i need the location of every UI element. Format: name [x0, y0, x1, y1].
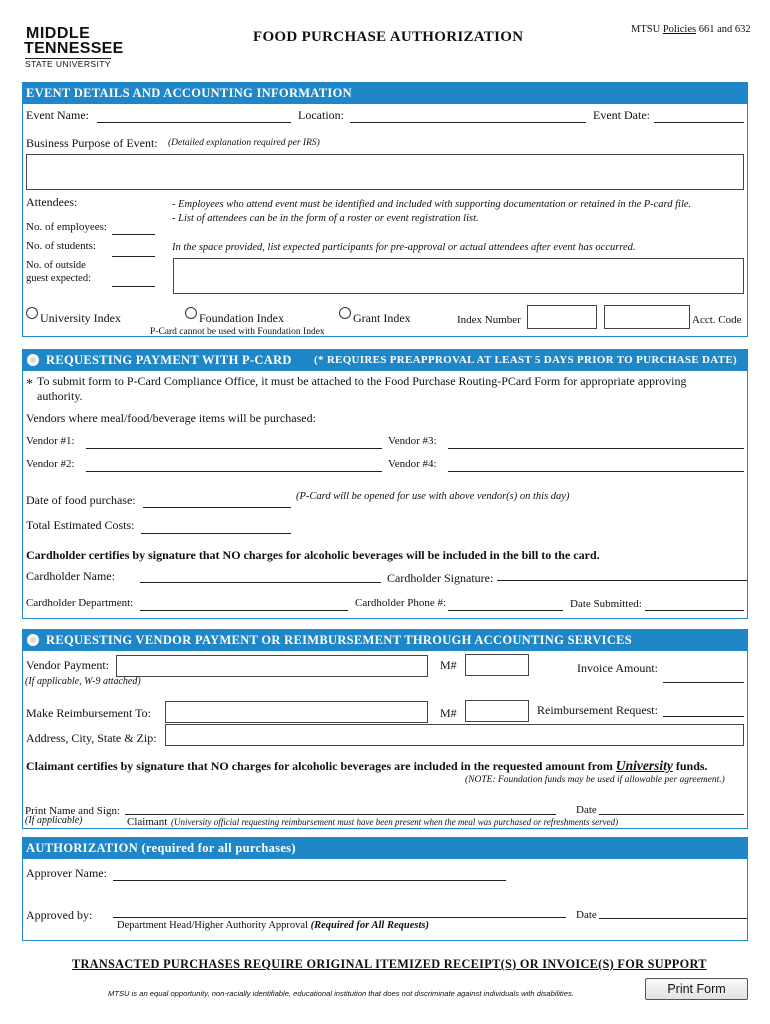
event-date-label: Event Date: — [593, 108, 650, 122]
claimant-label: Claimant — [127, 816, 168, 828]
foundation-note: (NOTE: Foundation funds may be used if allowable per agreement.) — [465, 775, 725, 785]
cardholder-signature-label: Cardholder Signature: — [387, 571, 494, 585]
if-applicable-note: (If applicable) — [25, 815, 83, 826]
pcard-asterisk: * — [26, 377, 33, 392]
print-name-label: Print Name and Sign: — [25, 805, 121, 817]
participants-list-field[interactable] — [173, 258, 744, 294]
location-label: Location: — [298, 108, 344, 122]
students-field[interactable] — [112, 256, 155, 257]
vendor-4-label: Vendor #4: — [388, 458, 437, 470]
cardholder-signature-field[interactable] — [497, 580, 747, 581]
approved-by-label: Approved by: — [26, 908, 93, 922]
authorization-date-field[interactable] — [599, 918, 747, 919]
page-title: FOOD PURCHASE AUTHORIZATION — [253, 29, 524, 45]
w9-note: (If applicable, W-9 attached) — [25, 676, 141, 687]
university-index-label: University Index — [40, 311, 121, 325]
authorization-date-label: Date — [576, 909, 597, 921]
cardholder-name-field[interactable] — [140, 582, 381, 583]
vendors-intro: Vendors where meal/food/beverage items will be purchased: — [26, 411, 316, 425]
reimbursement-request-field[interactable] — [663, 716, 744, 717]
dept-head-label: Department Head/Higher Authority Approval — [117, 920, 308, 931]
business-purpose-note: (Detailed explanation required per IRS) — [168, 138, 320, 148]
authorization-section-header — [22, 837, 748, 859]
location-field[interactable] — [350, 122, 586, 123]
policy-link[interactable]: Policies — [662, 24, 697, 35]
approver-name-label: Approver Name: — [26, 866, 107, 880]
cardholder-phone-field[interactable] — [448, 610, 563, 611]
approver-name-field[interactable] — [113, 880, 506, 881]
event-section-title: EVENT DETAILS AND ACCOUNTING INFORMATION — [26, 86, 352, 100]
vendor-m-number-field[interactable] — [465, 654, 529, 676]
cardholder-department-label: Cardholder Department: — [26, 597, 134, 609]
vendor-1-label: Vendor #1: — [26, 435, 75, 447]
print-form-button[interactable]: Print Form — [645, 978, 748, 1000]
estimated-costs-field[interactable] — [141, 533, 291, 534]
address-label: Address, City, State & Zip: — [26, 731, 157, 745]
vendor-payment-option-radio[interactable] — [27, 634, 39, 646]
pcard-instruction-2: authority. — [37, 389, 83, 403]
invoice-amount-label: Invoice Amount: — [577, 661, 658, 675]
dept-head-approval — [117, 920, 429, 931]
purchase-date-note: (P-Card will be opened for use with above vendor(s) on this day) — [296, 491, 570, 502]
outside-guests-field[interactable] — [112, 286, 155, 287]
attendees-note-1: - Employees who attend event must be identified and included with supporting documentation or retained in the P-card file. — [172, 199, 692, 210]
date-submitted-label: Date Submitted: — [570, 598, 642, 610]
index-number-field[interactable] — [527, 305, 597, 329]
pcard-section-note: (* REQUIRES PREAPPROVAL AT LEAST 5 DAYS PRIOR TO PURCHASE DATE) — [314, 354, 737, 366]
claimant-certify — [26, 758, 708, 774]
event-name-label: Event Name: — [26, 108, 89, 122]
vendor-2-label: Vendor #2: — [26, 458, 75, 470]
outside-guests-label-2: guest expected: — [26, 273, 92, 284]
pcard-section-title: REQUESTING PAYMENT WITH P-CARD — [46, 353, 292, 367]
vendor-4-field[interactable] — [448, 471, 744, 472]
outside-guests-label-1: No. of outside — [26, 260, 86, 271]
grant-index-radio[interactable] — [339, 307, 351, 319]
cardholder-name-label: Cardholder Name: — [26, 569, 115, 583]
claimant-certify-university: University — [615, 758, 673, 773]
vendor-3-field[interactable] — [448, 448, 744, 449]
vendor-payment-field[interactable] — [116, 655, 428, 677]
foundation-index-label: Foundation Index — [199, 311, 284, 325]
cardholder-phone-label: Cardholder Phone #: — [355, 597, 447, 609]
business-purpose-field[interactable] — [26, 154, 744, 190]
authorization-section-title: AUTHORIZATION (required for all purchases) — [26, 841, 296, 855]
event-name-field[interactable] — [97, 122, 291, 123]
vendor-payment-section-title: REQUESTING VENDOR PAYMENT OR REIMBURSEMENT THROUGH ACCOUNTING SERVICES — [46, 633, 633, 647]
grant-index-label: Grant Index — [353, 311, 411, 325]
foundation-index-radio[interactable] — [185, 307, 197, 319]
attendees-label: Attendees: — [26, 195, 78, 209]
reimb-m-number-field[interactable] — [465, 700, 529, 722]
attendees-note-2: - List of attendees can be in the form of a roster or event registration list. — [172, 213, 479, 224]
approved-by-field[interactable] — [113, 917, 566, 918]
claimant-note: (University official requesting reimbursement must have been present when the meal was purchased or refreshments served) — [171, 817, 619, 827]
vendor-payment-section-header — [22, 629, 748, 651]
event-section-header — [22, 82, 748, 104]
logo-tennessee: TENNESSEE — [24, 40, 124, 57]
required-note: (Required for All Requests) — [310, 920, 429, 931]
reimb-m-number-label: M# — [440, 706, 457, 720]
estimated-costs-label: Total Estimated Costs: — [26, 518, 135, 532]
policy-suffix: 661 and 632 — [698, 24, 751, 35]
logo-state-university: STATE UNIVERSITY — [25, 59, 111, 69]
date-submitted-field[interactable] — [645, 610, 744, 611]
invoice-amount-field[interactable] — [663, 682, 744, 683]
address-field[interactable] — [165, 724, 744, 746]
claimant-certify-text: Claimant certifies by signature that NO charges for alcoholic beverages are included in the requested amount from — [26, 759, 613, 773]
claimant-certify-funds: funds. — [675, 759, 708, 773]
students-label: No. of students: — [26, 240, 96, 252]
policy-prefix: MTSU — [631, 24, 661, 35]
vendor-m-number-label: M# — [440, 658, 457, 672]
event-date-field[interactable] — [654, 122, 744, 123]
claimant-date-label: Date — [576, 804, 597, 816]
transacted-purchases-notice: TRANSACTED PURCHASES REQUIRE ORIGINAL ITEMIZED RECEIPT(S) OR INVOICE(S) FOR SUPPORT — [72, 957, 707, 971]
participants-note: In the space provided, list expected participants for pre-approval or actual attendees after event has occurred. — [172, 242, 636, 253]
pcard-instruction-1: To submit form to P-Card Compliance Office, it must be attached to the Food Purchase Routing-PCard Form for appropriate approving — [37, 374, 687, 388]
logo-middle: MIDDLE — [26, 25, 91, 42]
make-reimbursement-field[interactable] — [165, 701, 428, 723]
eeo-statement: MTSU is an equal opportunity, non-racially identifiable, educational institution that does not discriminate against individuals with disabilities. — [108, 989, 574, 998]
reimbursement-request-label: Reimbursement Request: — [537, 703, 658, 717]
index-number-label: Index Number — [457, 314, 521, 326]
acct-code-field[interactable] — [604, 305, 690, 329]
purchase-date-label: Date of food purchase: — [26, 493, 136, 507]
university-index-radio[interactable] — [26, 307, 38, 319]
purchase-date-field[interactable] — [143, 507, 291, 508]
acct-code-label: Acct. Code — [692, 314, 742, 326]
vendor-2-field[interactable] — [86, 471, 382, 472]
pcard-option-radio[interactable] — [27, 354, 39, 366]
make-reimbursement-label: Make Reimbursement To: — [26, 706, 151, 720]
pcard-section-header — [22, 349, 748, 371]
employees-label: No. of employees: — [26, 221, 107, 233]
vendor-payment-label: Vendor Payment: — [26, 658, 109, 672]
claimant-date-field[interactable] — [599, 814, 744, 815]
policy-reference — [631, 24, 751, 35]
vendor-1-field[interactable] — [86, 448, 382, 449]
pcard-foundation-note: P-Card cannot be used with Foundation Index — [150, 327, 325, 337]
vendor-3-label: Vendor #3: — [388, 435, 437, 447]
cardholder-department-field[interactable] — [140, 610, 348, 611]
business-purpose-label: Business Purpose of Event: — [26, 136, 158, 150]
cardholder-certify: Cardholder certifies by signature that NO charges for alcoholic beverages will be included in the bill to the card. — [26, 548, 600, 562]
print-name-field[interactable] — [125, 814, 556, 815]
employees-field[interactable] — [112, 234, 155, 235]
